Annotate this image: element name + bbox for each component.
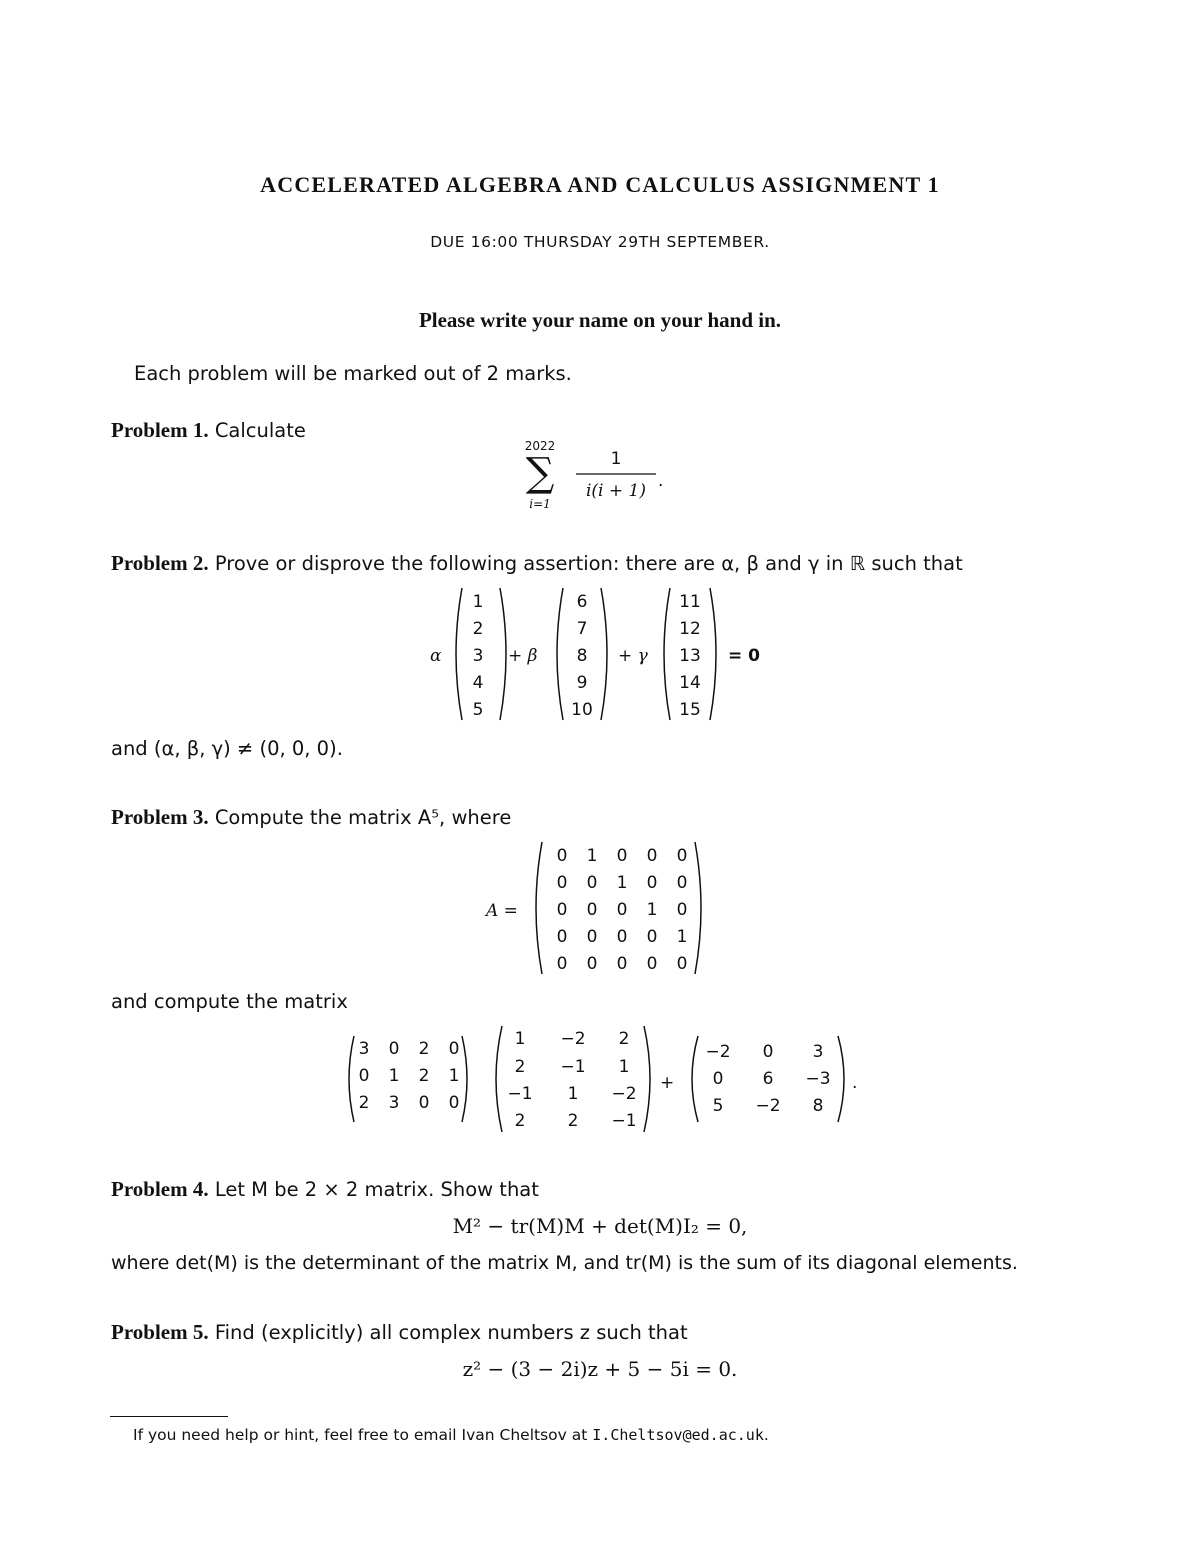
matrix-a-cell: 0 bbox=[556, 954, 568, 974]
sum-expression bbox=[520, 430, 690, 520]
problem-1-text: Calculate bbox=[214, 419, 306, 442]
matrix-a-row bbox=[557, 954, 688, 974]
quadratic-equation: z² − (3 − 2i)z + 5 − 5i = 0. bbox=[462, 1357, 738, 1381]
matrix-a-cell: 0 bbox=[646, 873, 658, 893]
matrix-a-cell: 0 bbox=[676, 954, 688, 974]
sum-upper-limit: 2022 bbox=[524, 439, 556, 453]
m1-cell: 0 bbox=[358, 1066, 370, 1086]
m3-cell: 5 bbox=[712, 1096, 724, 1116]
m1-cell: 1 bbox=[448, 1066, 460, 1086]
m2-cell: 1 bbox=[618, 1057, 630, 1077]
footnote bbox=[133, 1426, 769, 1444]
m3-left-paren bbox=[692, 1036, 698, 1122]
due-date: DUE 16:00 THURSDAY 29TH SEPTEMBER. bbox=[430, 233, 770, 251]
matrix-a-cell: 0 bbox=[556, 846, 568, 866]
matrix-a-cell: 0 bbox=[586, 954, 598, 974]
vector-equation bbox=[420, 582, 780, 730]
matrix-a-cell: 1 bbox=[646, 900, 658, 920]
matrix-a-cell: 0 bbox=[586, 927, 598, 947]
matrix-a-cell: 0 bbox=[676, 873, 688, 893]
vec3-entry: 13 bbox=[679, 646, 701, 666]
matrix-a-cell: 0 bbox=[646, 927, 658, 947]
m2-cell: 2 bbox=[567, 1111, 579, 1131]
vec2-coef: + β bbox=[508, 646, 538, 666]
m2-cell: −1 bbox=[611, 1111, 637, 1131]
matrix-a-cell: 0 bbox=[556, 927, 568, 947]
vec2-right-paren bbox=[601, 588, 607, 720]
m2-left-paren bbox=[496, 1026, 502, 1132]
m1-cell: 3 bbox=[358, 1039, 370, 1059]
vec3-entry: 14 bbox=[679, 673, 701, 693]
matrix-a-right-paren bbox=[695, 842, 701, 974]
matrix-a-cell: 0 bbox=[616, 900, 628, 920]
m1-left-paren bbox=[349, 1036, 354, 1122]
m1-cell: 0 bbox=[448, 1093, 460, 1113]
matrix-a-cell: 1 bbox=[676, 927, 688, 947]
problem-5-statement bbox=[111, 1320, 688, 1345]
m2-cell: 1 bbox=[567, 1084, 579, 1104]
vec2-entry: 9 bbox=[576, 673, 588, 693]
m2-cell: −1 bbox=[507, 1084, 533, 1104]
vec3-right-paren bbox=[710, 588, 716, 720]
vec3-entry: 11 bbox=[679, 592, 701, 612]
matrix-a-left-paren bbox=[536, 842, 542, 974]
m3-cell: 3 bbox=[812, 1042, 824, 1062]
footnote-text: If you need help or hint, feel free to email Ivan Cheltsov at bbox=[133, 1426, 588, 1444]
m1-cell: 0 bbox=[418, 1093, 430, 1113]
matrix-a-row bbox=[557, 927, 688, 947]
m3-cell: −2 bbox=[755, 1096, 781, 1116]
vec1-entry: 1 bbox=[472, 592, 484, 612]
vec1-entry: 5 bbox=[472, 700, 484, 720]
marking-note: Each problem will be marked out of 2 marks. bbox=[134, 362, 572, 385]
problem-4-label: Problem 4. bbox=[111, 1177, 209, 1201]
matrix-a-cell: 0 bbox=[586, 900, 598, 920]
problem-2-statement bbox=[111, 551, 963, 576]
problem-2-label: Problem 2. bbox=[111, 551, 209, 575]
matrix-a-lhs: A = bbox=[486, 901, 518, 921]
problem-3-text-2: and compute the matrix bbox=[111, 990, 348, 1013]
m2-right-paren bbox=[644, 1026, 650, 1132]
vec3-coef: + γ bbox=[618, 646, 648, 666]
assignment-title: ACCELERATED ALGEBRA AND CALCULUS ASSIGNMENT 1 bbox=[260, 172, 940, 197]
matrix-a-cell: 1 bbox=[586, 846, 598, 866]
problem-4-text: Let M be 2 × 2 matrix. Show that bbox=[214, 1178, 539, 1201]
problem-5-label: Problem 5. bbox=[111, 1320, 209, 1344]
vec1-entry: 4 bbox=[472, 673, 484, 693]
name-instruction: Please write your name on your hand in. bbox=[418, 308, 782, 332]
m2-cell: 2 bbox=[514, 1111, 526, 1131]
matrix-a-row bbox=[557, 873, 688, 893]
m3-cell: 0 bbox=[712, 1069, 724, 1089]
m2-cell: −1 bbox=[560, 1057, 586, 1077]
matrix-a-cell: 0 bbox=[616, 846, 628, 866]
plus-sign: + bbox=[660, 1073, 675, 1093]
problem-5-text: Find (explicitly) all complex numbers z such that bbox=[214, 1321, 688, 1344]
m2-cell: −2 bbox=[611, 1084, 637, 1104]
matrix-a-cell: 0 bbox=[616, 954, 628, 974]
m3-cell: −3 bbox=[805, 1069, 831, 1089]
product-period: . bbox=[852, 1073, 858, 1093]
m2-cell: 2 bbox=[618, 1029, 630, 1049]
cayley-hamilton-equation: M² − tr(M)M + det(M)I₂ = 0, bbox=[452, 1214, 748, 1238]
vec3-entry: 12 bbox=[679, 619, 701, 639]
problem-3-label: Problem 3. bbox=[111, 805, 209, 829]
m1-cell: 2 bbox=[418, 1039, 430, 1059]
m1-cell: 0 bbox=[388, 1039, 400, 1059]
matrix-a-cell: 1 bbox=[616, 873, 628, 893]
vec1-entry: 2 bbox=[472, 619, 484, 639]
vec3-entry: 15 bbox=[679, 700, 701, 720]
footnote-email[interactable]: I.Cheltsov@ed.ac.uk bbox=[592, 1426, 764, 1444]
problem-3-statement bbox=[111, 805, 511, 830]
footnote-period: . bbox=[763, 1426, 769, 1444]
vec2-entry: 6 bbox=[576, 592, 588, 612]
matrix-a-row bbox=[557, 846, 688, 866]
vec2-entry: 10 bbox=[571, 700, 593, 720]
vec1-entry: 3 bbox=[472, 646, 484, 666]
matrix-a-equation bbox=[482, 838, 722, 980]
problem-3-text: Compute the matrix A⁵, where bbox=[214, 806, 512, 829]
m3-cell: 8 bbox=[812, 1096, 824, 1116]
vec2-left-paren bbox=[557, 588, 563, 720]
m1-cell: 3 bbox=[388, 1093, 400, 1113]
m1-cell: 2 bbox=[418, 1066, 430, 1086]
vec1-left-paren bbox=[456, 588, 462, 720]
matrix-product-expression bbox=[336, 1022, 866, 1138]
m2-cell: 2 bbox=[514, 1057, 526, 1077]
fraction-numerator: 1 bbox=[610, 449, 622, 469]
problem-4-statement bbox=[111, 1177, 539, 1202]
vec3-left-paren bbox=[664, 588, 670, 720]
footnote-rule bbox=[110, 1416, 228, 1417]
matrix-a-cell: 0 bbox=[556, 873, 568, 893]
problem-2-condition: and (α, β, γ) ≠ (0, 0, 0). bbox=[111, 737, 343, 760]
matrix-a-cell: 0 bbox=[556, 900, 568, 920]
matrix-a-cell: 0 bbox=[676, 846, 688, 866]
matrix-a-cell: 0 bbox=[646, 954, 658, 974]
m3-cell: 6 bbox=[762, 1069, 774, 1089]
sum-period: . bbox=[658, 471, 664, 491]
matrix-a-cell: 0 bbox=[586, 873, 598, 893]
m2-cell: 1 bbox=[514, 1029, 526, 1049]
zero-vector-rhs: = 0 bbox=[728, 646, 760, 666]
m3-right-paren bbox=[838, 1036, 844, 1122]
vec2-entry: 7 bbox=[576, 619, 588, 639]
problem-1-statement bbox=[111, 418, 306, 443]
sigma-symbol: ∑ bbox=[525, 450, 555, 496]
problem-4-explanation: where det(M) is the determinant of the matrix M, and tr(M) is the sum of its diagonal elements. bbox=[111, 1252, 1018, 1274]
matrix-a-cell: 0 bbox=[616, 927, 628, 947]
m1-cell: 2 bbox=[358, 1093, 370, 1113]
matrix-a-cell: 0 bbox=[646, 846, 658, 866]
problem-1-label: Problem 1. bbox=[111, 418, 209, 442]
fraction-denominator: i(i + 1) bbox=[585, 481, 647, 501]
m1-cell: 0 bbox=[448, 1039, 460, 1059]
m1-right-paren bbox=[462, 1036, 467, 1122]
matrix-a-row bbox=[557, 900, 688, 920]
vec1-coef: α bbox=[430, 646, 442, 666]
matrix-a-cell: 0 bbox=[676, 900, 688, 920]
m3-cell: −2 bbox=[705, 1042, 731, 1062]
m2-cell: −2 bbox=[560, 1029, 586, 1049]
vec1-right-paren bbox=[500, 588, 506, 720]
vec2-entry: 8 bbox=[576, 646, 588, 666]
sum-lower-limit: i=1 bbox=[529, 497, 551, 511]
problem-2-text: Prove or disprove the following assertion: there are α, β and γ in ℝ such that bbox=[214, 552, 963, 575]
m1-cell: 1 bbox=[388, 1066, 400, 1086]
m3-cell: 0 bbox=[762, 1042, 774, 1062]
